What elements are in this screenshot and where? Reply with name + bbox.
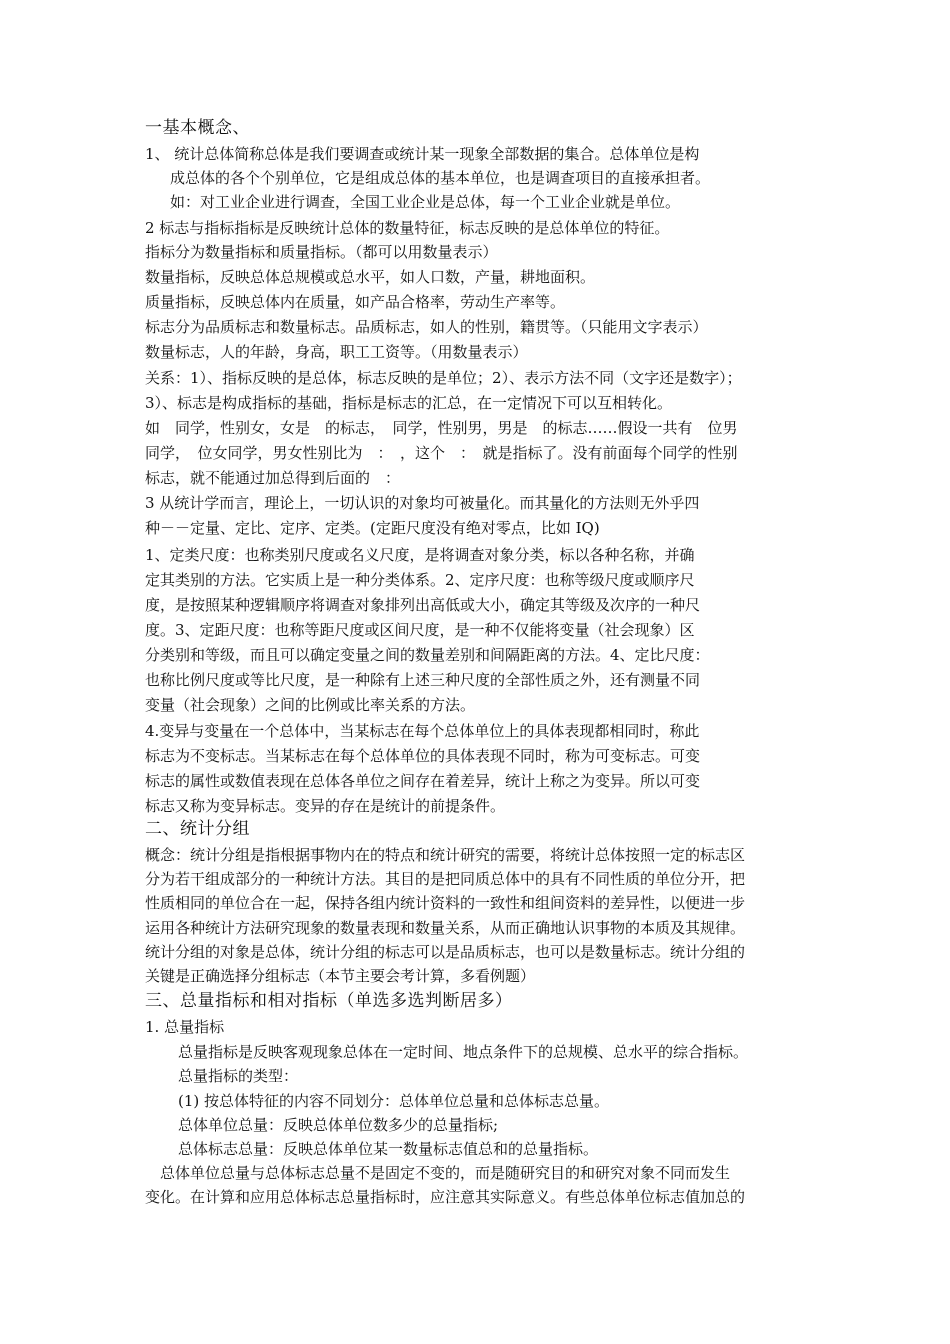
paragraph-line: 总体标志总量：反映总体单位某一数量标志值总和的总量指标。 [178,1140,599,1158]
paragraph-line: 总量指标是反映客观现象总体在一定时间、地点条件下的总规模、总水平的综合指标。 [178,1043,749,1061]
paragraph-line: 标志为不变标志。当某标志在每个总体单位的具体表现不同时，称为可变标志。可变 [145,747,701,765]
paragraph-line: 总体单位总量与总体标志总量不是固定不变的，而是随研究目的和研究对象不同而发生 [145,1164,731,1182]
paragraph-line: 标志的属性或数值表现在总体各单位之间存在着差异，统计上称之为变异。所以可变 [145,772,701,790]
paragraph-line: 4.变异与变量在一个总体中，当某标志在每个总体单位上的具体表现都相同时，称此 [145,722,700,740]
paragraph-line: 成总体的各个个别单位，它是组成总体的基本单位，也是调查项目的直接承担者。 [170,169,711,187]
paragraph-line: 数量标志，人的年龄，身高，职工工资等。（用数量表示） [145,343,528,361]
paragraph-line: 1、 统计总体简称总体是我们要调查或统计某一现象全部数据的集合。总体单位是构 [145,145,700,163]
paragraph-line: 2 标志与指标指标是反映统计总体的数量特征，标志反映的是总体单位的特征。 [145,219,670,237]
paragraph-line: 分类别和等级，而且可以确定变量之间的数量差别和间隔距离的方法。4、定比尺度： [145,646,710,664]
paragraph-line: 变量（社会现象）之间的比例或比率关系的方法。 [145,696,476,714]
paragraph-line: 度，是按照某种逻辑顺序将调查对象排列出高低或大小，确定其等级及次序的一种尺 [145,596,701,614]
paragraph-line: 3）、标志是构成指标的基础，指标是标志的汇总，在一定情况下可以互相转化。 [145,394,673,412]
paragraph-line: 总体单位总量：反映总体单位数多少的总量指标; [178,1116,499,1134]
paragraph-line: (1) 按总体特征的内容不同划分：总体单位总量和总体标志总量。 [178,1092,610,1110]
paragraph-line: 同学， 位女同学，男女性别比为 ： ，这个 ： 就是指标了。没有前面每个同学的性别 [145,444,738,462]
heading-total-and-relative-indicators: 三、总量指标和相对指标（单选多选判断居多） [145,991,513,1011]
subheading-total-indicators: 1. 总量指标 [145,1018,225,1036]
paragraph-line: 概念：统计分组是指根据事物内在的特点和统计研究的需要，将统计总体按照一定的标志区 [145,846,746,864]
paragraph-line: 标志分为品质标志和数量标志。品质标志，如人的性别，籍贯等。（只能用文字表示） [145,318,708,336]
paragraph-line: 也称比例尺度或等比尺度，是一种除有上述三种尺度的全部性质之外，还有测量不同 [145,671,701,689]
paragraph-line: 质量指标，反映总体内在质量，如产品合格率，劳动生产率等。 [145,293,566,311]
paragraph-line: 种－－定量、定比、定序、定类。(定距尺度没有绝对零点，比如 IQ) [145,519,600,537]
paragraph-line: 定其类别的方法。它实质上是一种分类体系。2、定序尺度：也称等级尺度或顺序尺 [145,571,695,589]
paragraph-line: 数量指标，反映总体总规模或总水平，如人口数，产量，耕地面积。 [145,268,596,286]
paragraph-line: 分为若干组成部分的一种统计方法。其目的是把同质总体中的具有不同性质的单位分开，把 [145,870,746,888]
heading-basic-concepts: 一基本概念、 [145,118,250,138]
paragraph-line: 总量指标的类型： [178,1067,299,1085]
paragraph-line: 统计分组的对象是总体，统计分组的标志可以是品质标志，也可以是数量标志。统计分组的 [145,943,746,961]
paragraph-line: 指标分为数量指标和质量指标。（都可以用数量表示） [145,243,498,261]
paragraph-line: 运用各种统计方法研究现象的数量表现和数量关系，从而正确地认识事物的本质及其规律。 [145,919,746,937]
paragraph-line: 如：对工业企业进行调查，全国工业企业是总体，每一个工业企业就是单位。 [170,193,681,211]
paragraph-line: 关键是正确选择分组标志（本节主要会考计算，多看例题） [145,967,536,985]
paragraph-line: 标志，就不能通过加总得到后面的 ： [145,469,401,487]
paragraph-line: 3 从统计学而言，理论上，一切认识的对象均可被量化。而其量化的方法则无外乎四 [145,494,700,512]
paragraph-line: 标志又称为变异标志。变异的存在是统计的前提条件。 [145,797,506,815]
paragraph-line: 如 同学，性别女，女是 的标志， 同学，性别男，男是 的标志……假设一共有 位男 [145,419,738,437]
paragraph-line: 1、定类尺度：也称类别尺度或名义尺度，是将调查对象分类，标以各种名称，并确 [145,546,695,564]
paragraph-line: 关系：1）、指标反映的是总体，标志反映的是单位；2）、表示方法不同（文字还是数字）； [145,369,742,387]
paragraph-line: 变化。在计算和应用总体标志总量指标时，应注意其实际意义。有些总体单位标志值加总的 [145,1188,746,1206]
heading-statistical-grouping: 二、统计分组 [145,819,250,839]
paragraph-line: 度。3、定距尺度：也称等距尺度或区间尺度，是一种不仅能将变量（社会现象）区 [145,621,695,639]
paragraph-line: 性质相同的单位合在一起，保持各组内统计资料的一致性和组间资料的差异性，以便进一步 [145,894,746,912]
